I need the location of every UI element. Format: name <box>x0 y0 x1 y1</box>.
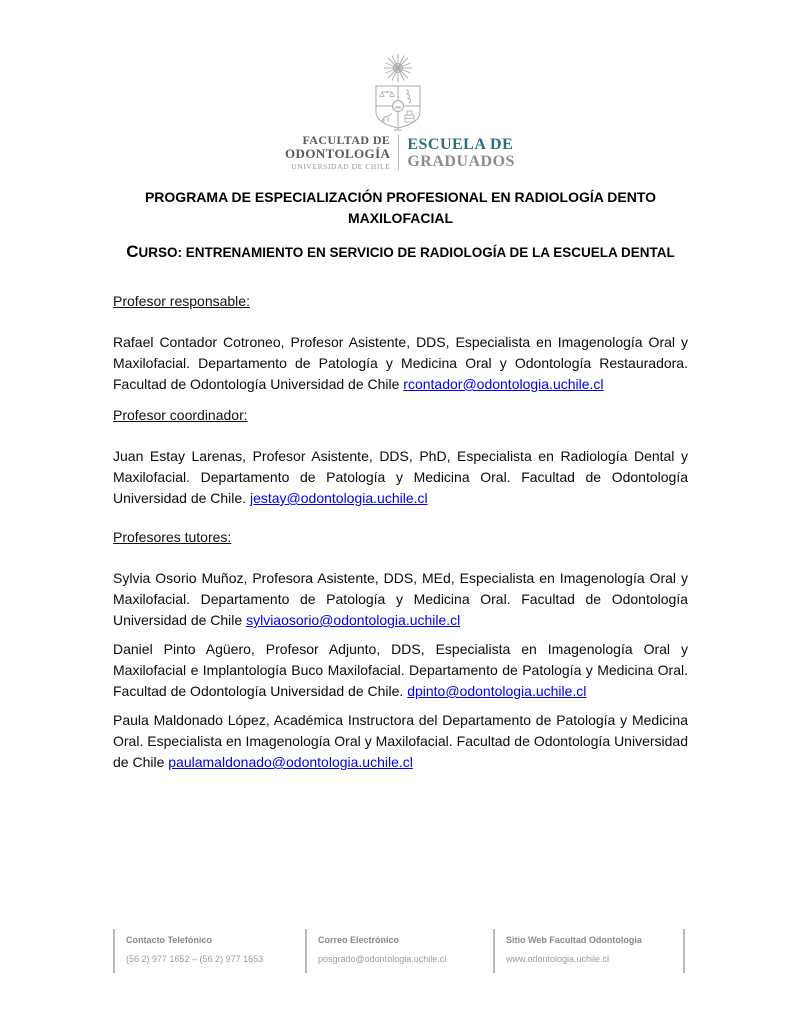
logo-university-line: UNIVERSIDAD DE CHILE <box>291 162 391 171</box>
footer-website-label: Sitio Web Facultad Odontologia <box>506 935 642 945</box>
professor-description: Rafael Contador Cotroneo, Profesor Asistente, DDS, Especialista en Imagenología Oral y Maxilofacial. Departamento de Patología y Medicina Oral y Odontología Restauradora. Facultad de Odontología Universidad de Chile <box>113 334 688 392</box>
logo-school-line1: ESCUELA DE <box>407 135 514 153</box>
logo-faculty-text <box>285 134 398 171</box>
footer-phone-label: Contacto Telefónico <box>126 935 212 945</box>
footer-end-divider <box>683 929 685 973</box>
footer-website-value: www.odontologia.uchile.cl <box>506 954 610 964</box>
email-link[interactable]: rcontador@odontologia.uchile.cl <box>403 376 604 392</box>
professor-paragraph <box>113 639 688 702</box>
professor-description: Daniel Pinto Agüero, Profesor Adjunto, DDS, Especialista en Imagenología Oral y Maxilofacial e Implantología Buco Maxilofacial. Departamento de Patología y Medicina Oral. Facultad de Odontología Universidad de Chile. <box>113 641 688 699</box>
page-footer <box>113 929 687 973</box>
professor-description: Juan Estay Larenas, Profesor Asistente, DDS, PhD, Especialista en Radiología Dental y Maxilofacial. Departamento de Patología y Medicina Oral. Facultad de Odontología Universidad de Chile. <box>113 448 688 506</box>
logo-school-line2: GRADUADOS <box>407 152 515 170</box>
section-profesores-tutores <box>113 529 688 773</box>
professor-paragraph <box>113 332 688 395</box>
university-crest-icon <box>342 54 458 132</box>
email-link[interactable]: jestay@odontologia.uchile.cl <box>249 490 428 506</box>
professor-description: Paula Maldonado López, Académica Instructora del Departamento de Patología y Medicina Oral. Especialista en Imagenología Oral y Maxilofacial. Facultad de Odontología Universidad de Chile <box>113 712 688 770</box>
logo-faculty-line1: FACULTAD DE <box>302 133 391 147</box>
section-heading: Profesor responsable: <box>113 293 250 309</box>
footer-email-value: posgrado@odontologia.uchile.cl <box>318 954 447 964</box>
logo-school-text <box>399 134 515 171</box>
email-link[interactable]: paulamaldonado@odontologia.uchile.cl <box>168 754 413 770</box>
professor-description: Sylvia Osorio Muñoz, Profesora Asistente, DDS, MEd, Especialista en Imagenología Oral y Maxilofacial. Departamento de Patología y Medicina Oral. Facultad de Odontología Universidad de Chile <box>113 570 688 628</box>
email-link[interactable]: sylviaosorio@odontologia.uchile.cl <box>246 612 461 628</box>
footer-phone-column <box>113 929 305 973</box>
footer-phone-value: (56 2) 977 1652 – (56 2) 977 1653 <box>126 954 264 964</box>
email-link[interactable]: dpinto@odontologia.uchile.cl <box>407 683 587 699</box>
footer-website-column <box>493 929 683 973</box>
logo-faculty-line2: ODONTOLOGÍA <box>285 146 391 161</box>
section-heading: Profesores tutores: <box>113 529 232 545</box>
professor-paragraph <box>113 710 688 773</box>
professor-paragraph <box>113 446 688 509</box>
logo-wordmark <box>285 134 515 171</box>
section-heading: Profesor coordinador: <box>113 407 248 423</box>
section-profesor-responsable <box>113 293 688 395</box>
starburst-icon <box>384 54 412 82</box>
university-logo <box>0 0 800 171</box>
professor-paragraph <box>113 568 688 631</box>
shield-icon <box>376 86 420 130</box>
footer-email-label: Correo Electrónico <box>318 935 400 945</box>
section-profesor-coordinador <box>113 407 688 509</box>
document-body <box>113 187 688 773</box>
footer-email-column <box>305 929 493 973</box>
program-title: PROGRAMA DE ESPECIALIZACIÓN PROFESIONAL EN RADIOLOGÍA DENTO MAXILOFACIAL <box>144 189 657 226</box>
course-subtitle: CURSO: ENTRENAMIENTO EN SERVICIO DE RADIOLOGÍA DE LA ESCUELA DENTAL <box>126 242 675 261</box>
